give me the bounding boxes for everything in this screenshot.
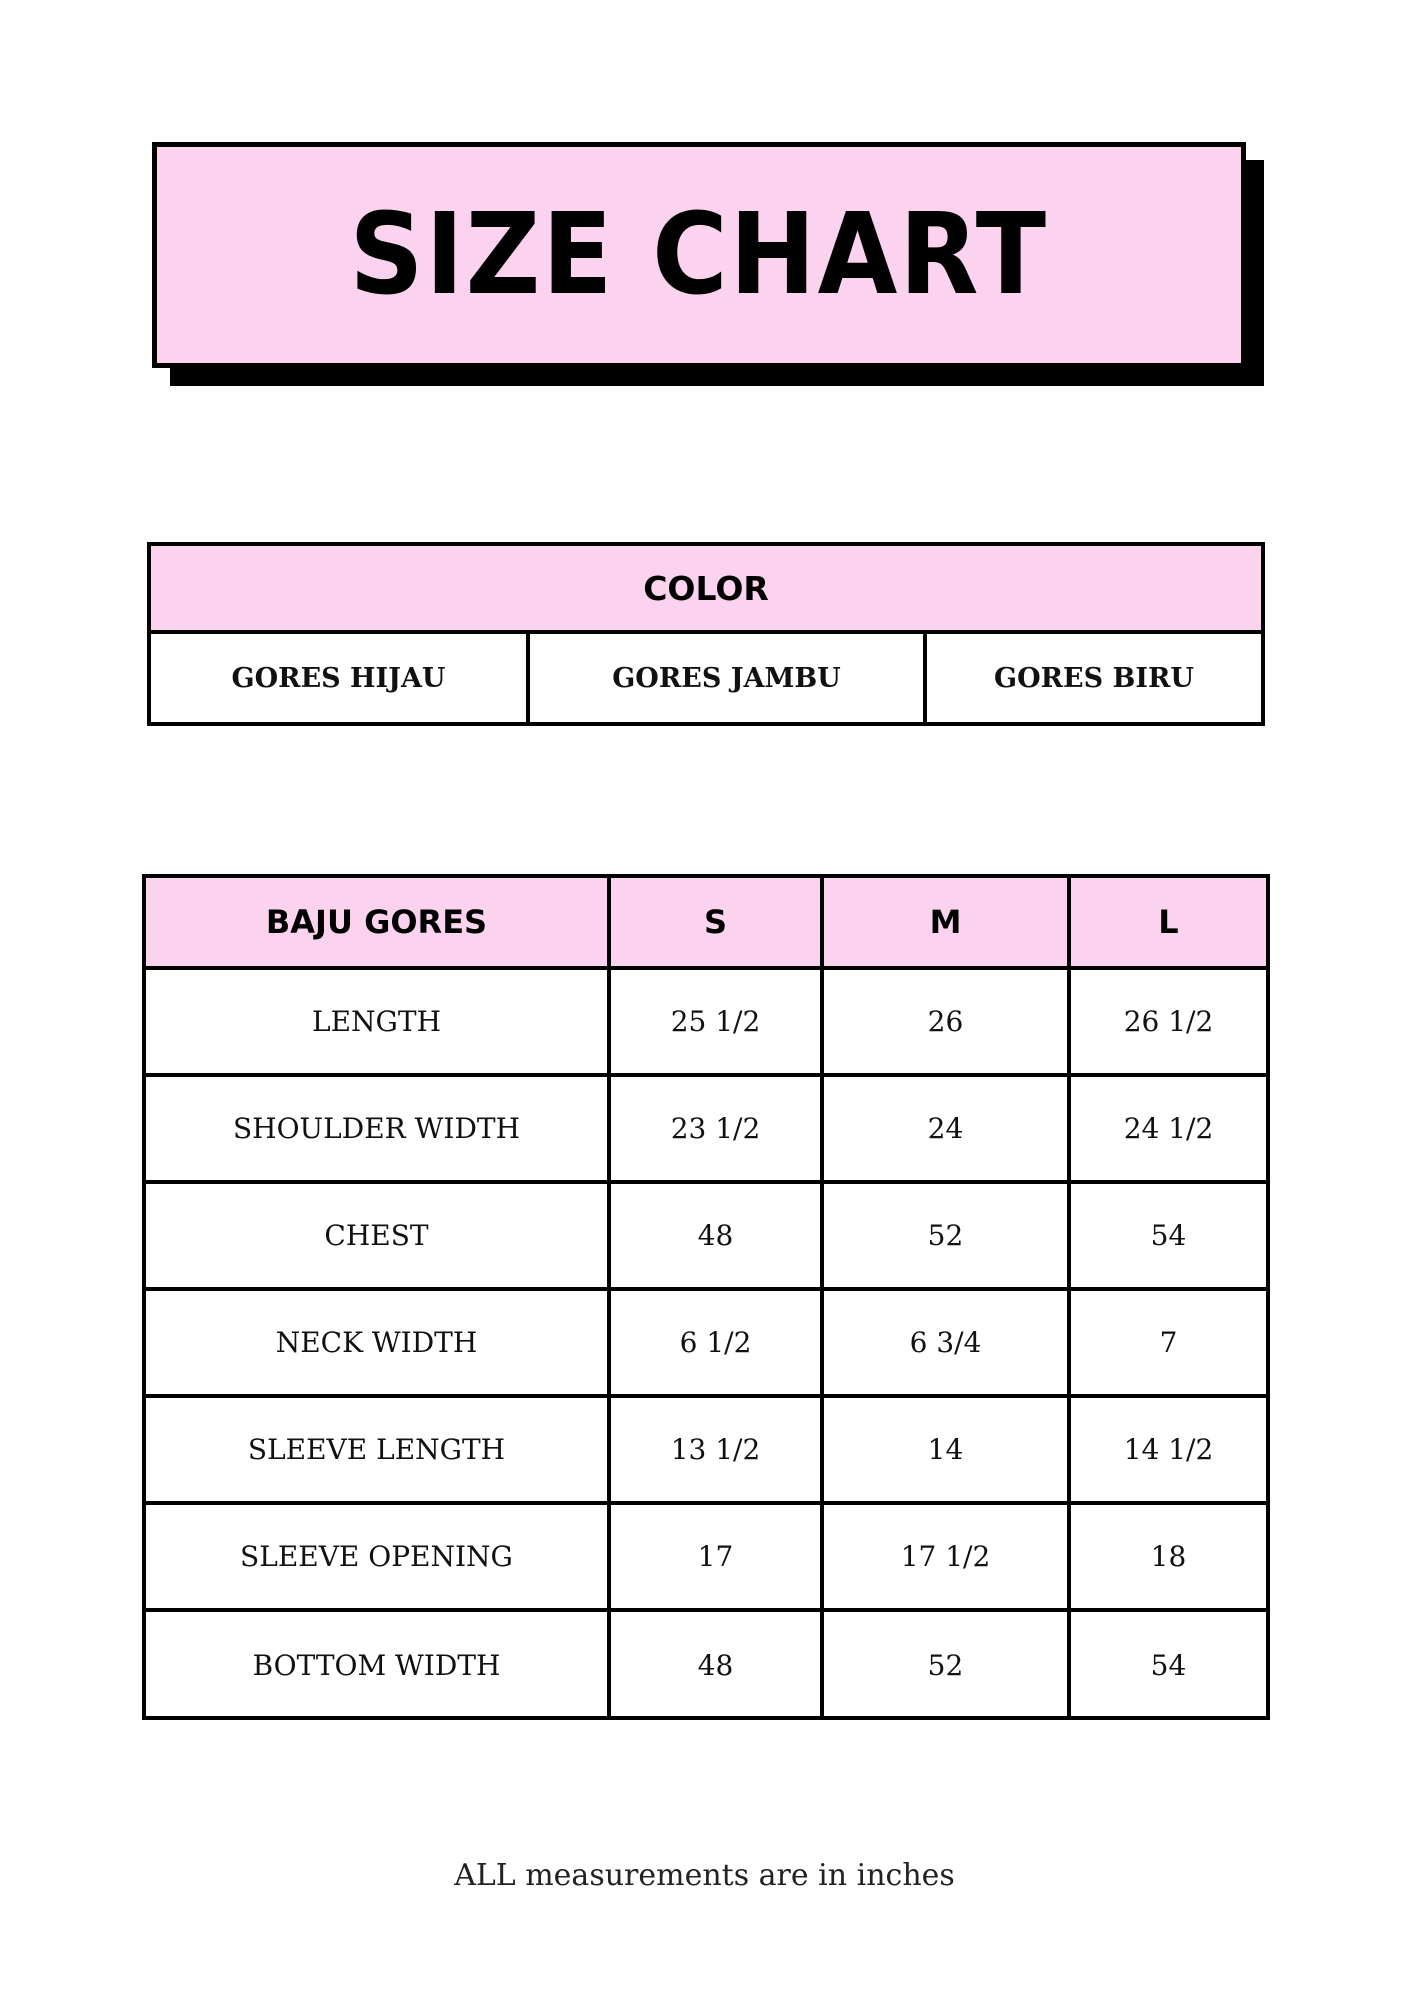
table-row bbox=[146, 1077, 1266, 1184]
color-table-header: COLOR bbox=[151, 546, 1261, 634]
value-l: 7 bbox=[1159, 1326, 1178, 1359]
row-label: NECK WIDTH bbox=[146, 1291, 611, 1394]
value-l: 18 bbox=[1150, 1540, 1187, 1573]
table-row bbox=[146, 1612, 1266, 1719]
color-option-gores-jambu: GORES JAMBU bbox=[530, 634, 927, 722]
value-s: 17 bbox=[611, 1505, 824, 1608]
value-l: 26 1/2 bbox=[1123, 1005, 1214, 1038]
value-m: 26 bbox=[824, 970, 1071, 1073]
value-s: 48 bbox=[611, 1612, 824, 1719]
size-table-header-row bbox=[146, 878, 1266, 970]
table-row bbox=[146, 1291, 1266, 1398]
row-label: LENGTH bbox=[146, 970, 611, 1073]
color-option-gores-hijau: GORES HIJAU bbox=[151, 634, 530, 722]
value-l: 24 1/2 bbox=[1123, 1112, 1214, 1145]
row-label: SLEEVE OPENING bbox=[146, 1505, 611, 1608]
value-m: 14 bbox=[824, 1398, 1071, 1501]
row-label: SHOULDER WIDTH bbox=[146, 1077, 611, 1180]
table-row bbox=[146, 1184, 1266, 1291]
color-table bbox=[147, 542, 1265, 726]
value-s: 48 bbox=[611, 1184, 824, 1287]
value-m: 6 3/4 bbox=[824, 1291, 1071, 1394]
row-label: BOTTOM WIDTH bbox=[146, 1612, 611, 1719]
size-table bbox=[142, 874, 1270, 1720]
table-row bbox=[146, 970, 1266, 1077]
title-banner bbox=[152, 142, 1246, 368]
value-l: 14 1/2 bbox=[1123, 1433, 1214, 1466]
value-l: 54 bbox=[1150, 1649, 1187, 1682]
header-size-m: M bbox=[824, 878, 1071, 966]
value-s: 25 1/2 bbox=[611, 970, 824, 1073]
value-s: 23 1/2 bbox=[611, 1077, 824, 1180]
page-title: SIZE CHART bbox=[349, 190, 1049, 320]
value-s: 6 1/2 bbox=[611, 1291, 824, 1394]
measurement-note: ALL measurements are in inches bbox=[454, 1858, 955, 1893]
row-label: SLEEVE LENGTH bbox=[146, 1398, 611, 1501]
value-m: 52 bbox=[824, 1612, 1071, 1719]
color-option-gores-biru: GORES BIRU bbox=[994, 662, 1194, 694]
header-garment: BAJU GORES bbox=[146, 878, 611, 966]
value-m: 17 1/2 bbox=[824, 1505, 1071, 1608]
value-m: 52 bbox=[824, 1184, 1071, 1287]
table-row bbox=[146, 1505, 1266, 1612]
value-s: 13 1/2 bbox=[611, 1398, 824, 1501]
row-label: CHEST bbox=[146, 1184, 611, 1287]
value-m: 24 bbox=[824, 1077, 1071, 1180]
color-options-row bbox=[151, 634, 1261, 722]
header-size-s: S bbox=[611, 878, 824, 966]
value-l: 54 bbox=[1150, 1219, 1187, 1252]
header-size-l: L bbox=[1158, 903, 1179, 941]
table-row bbox=[146, 1398, 1266, 1505]
